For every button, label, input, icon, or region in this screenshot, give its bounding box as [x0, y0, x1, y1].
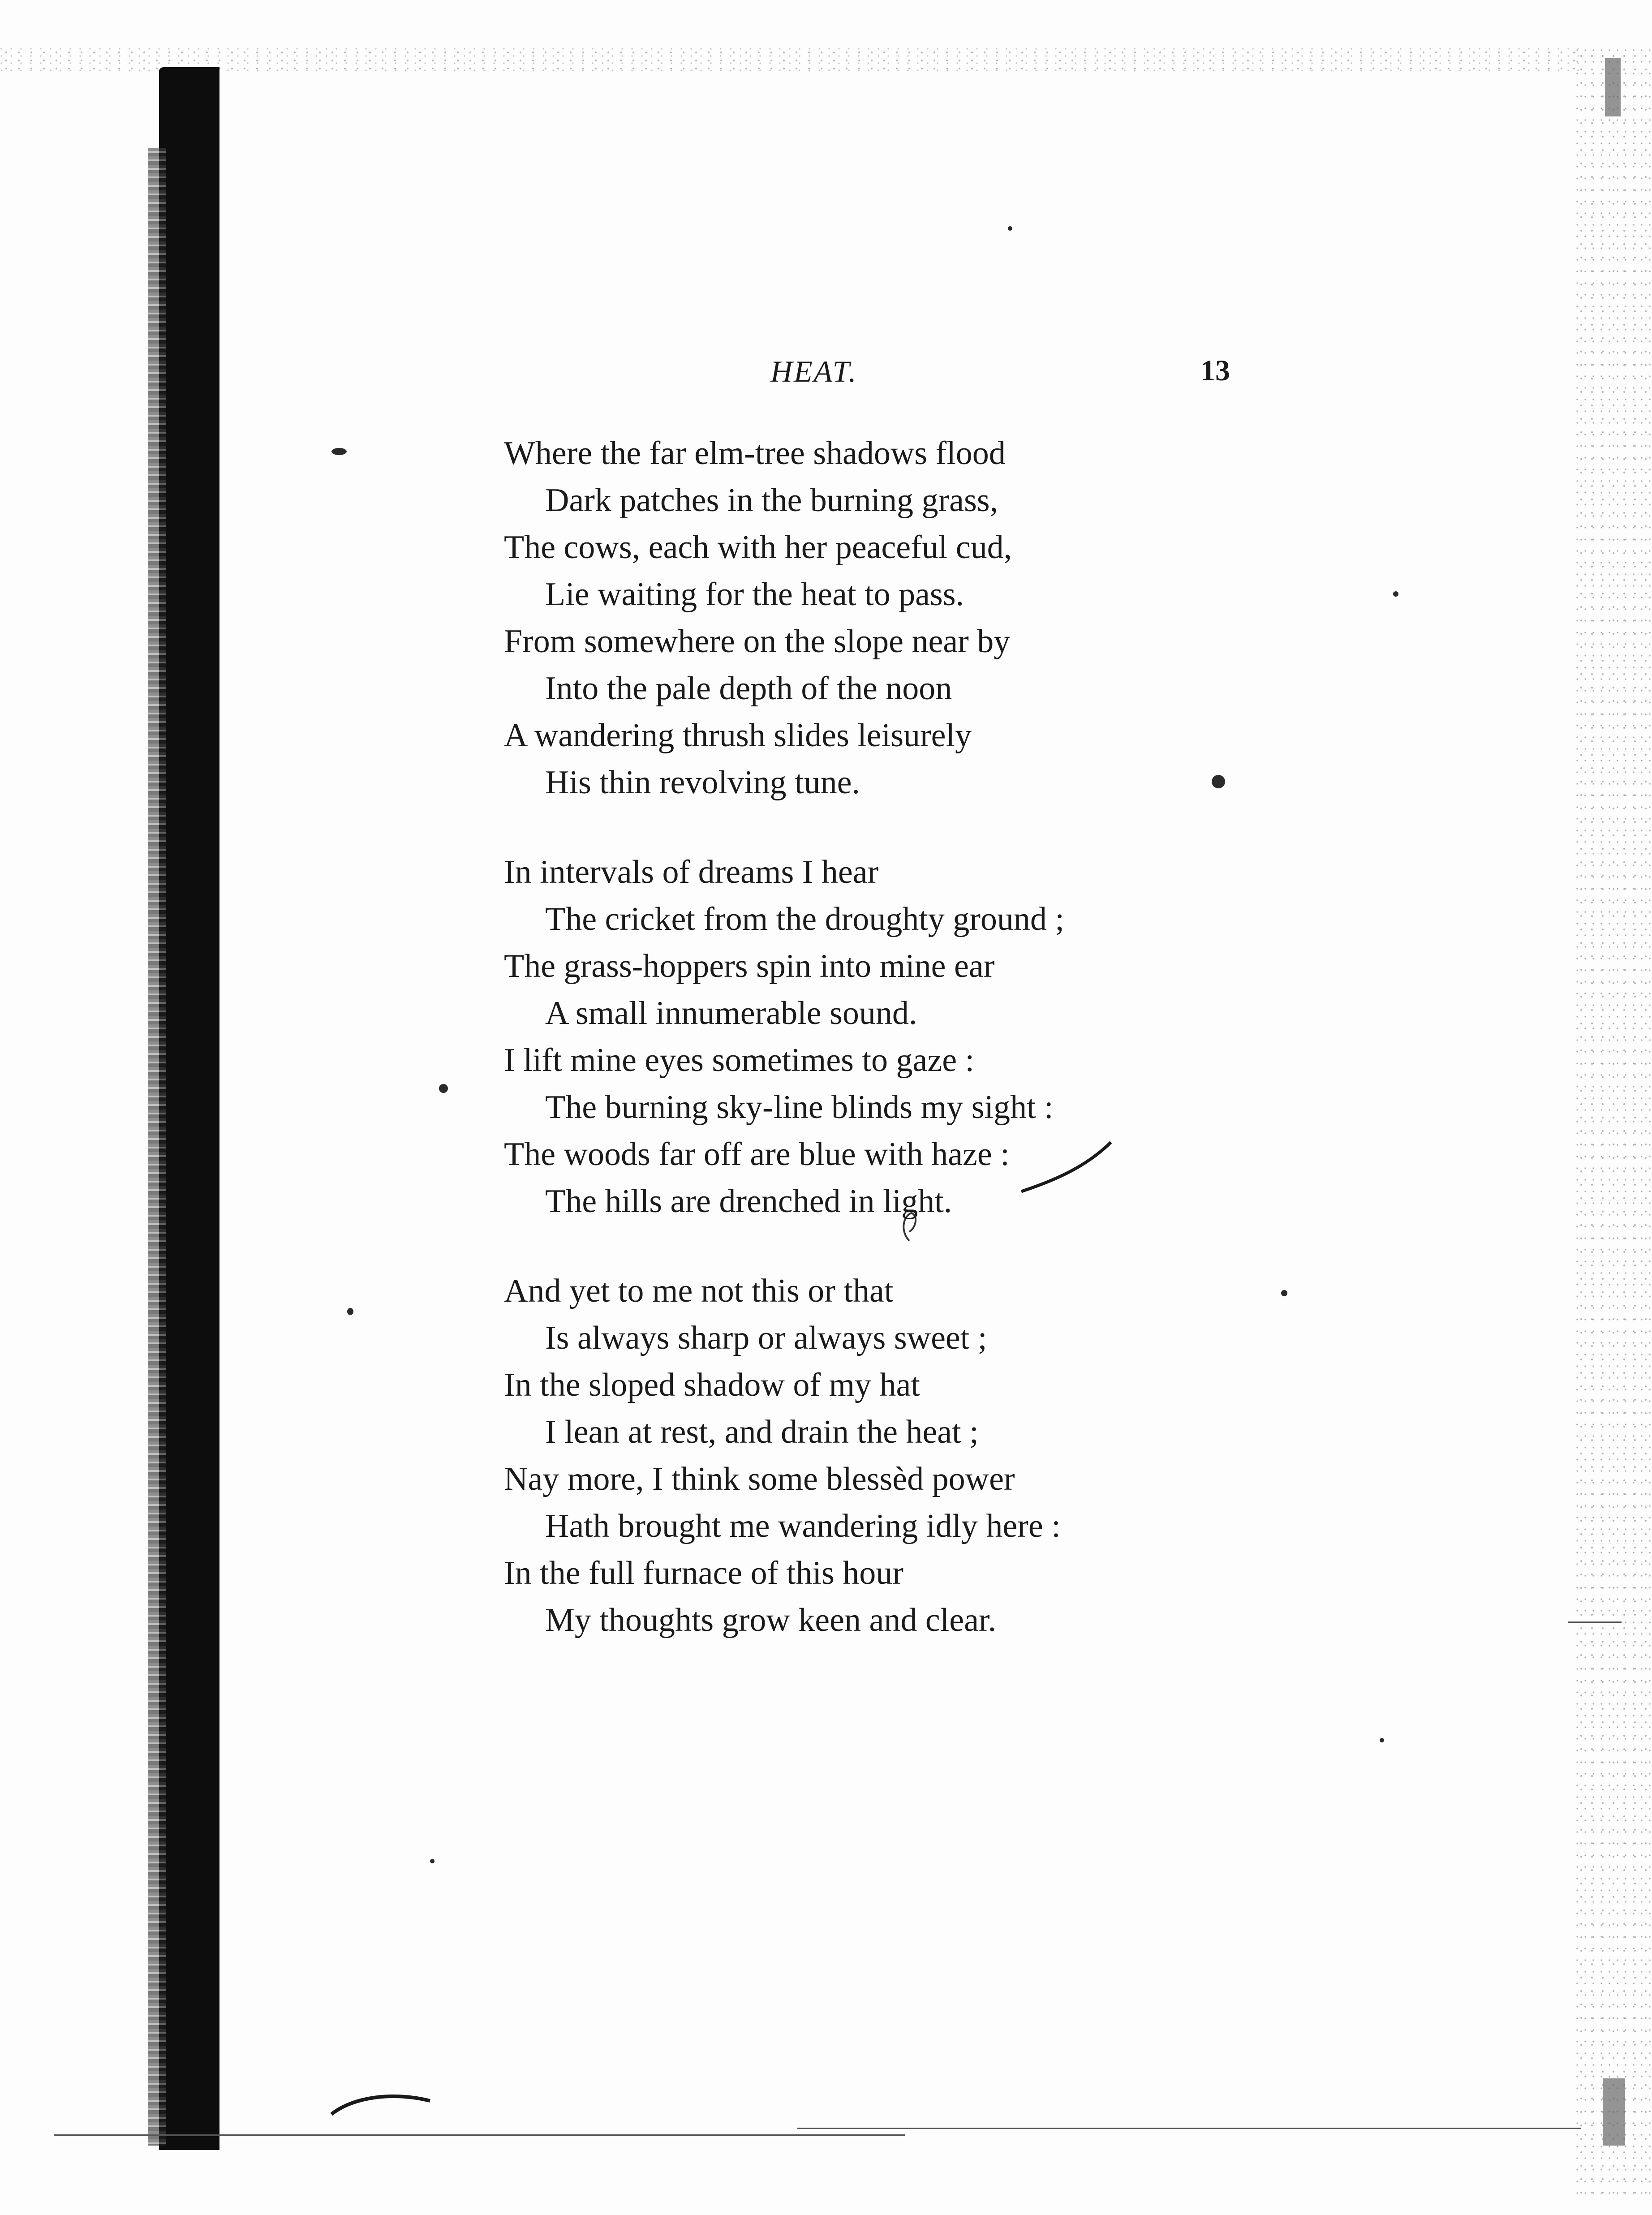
poem-line: Lie waiting for the heat to pass. — [545, 576, 964, 613]
ink-speck — [1393, 591, 1398, 597]
poem-line: Nay more, I think some blessèd power — [504, 1461, 1015, 1497]
poem-line: I lift mine eyes sometimes to gaze : — [504, 1042, 975, 1079]
poem-line: From somewhere on the slope near by — [504, 623, 1011, 660]
ink-speck — [1008, 226, 1012, 231]
poem-line: Where the far elm-tree shadows flood — [504, 435, 1006, 472]
poem-line: A small innumerable sound. — [545, 995, 917, 1032]
poem-line: The cricket from the droughty ground ; — [545, 901, 1064, 938]
pen-stroke-mark — [327, 2087, 443, 2123]
poem-line: The woods far off are blue with haze : — [504, 1136, 1010, 1173]
poem-line: And yet to me not this or that — [504, 1273, 894, 1309]
poem-line: The hills are drenched in light. — [545, 1183, 952, 1220]
ink-speck — [331, 448, 347, 455]
ink-speck — [347, 1308, 353, 1315]
poem-line: Hath brought me wandering idly here : — [545, 1508, 1061, 1544]
stanza — [504, 849, 1243, 1225]
page-bottom-rule — [797, 2128, 1581, 2129]
page-right-edge-mark — [1603, 2078, 1625, 2146]
binding-edge-texture — [148, 148, 166, 2146]
page-edge-rule — [1568, 1621, 1622, 1623]
poem-line: My thoughts grow keen and clear. — [545, 1602, 996, 1639]
ink-speck — [430, 1859, 435, 1863]
poem-line: The grass-hoppers spin into mine ear — [504, 948, 995, 985]
poem-line: In the full furnace of this hour — [504, 1555, 903, 1591]
ink-speck — [439, 1084, 448, 1093]
page-bottom-rule — [54, 2134, 905, 2136]
poem-line: His thin revolving tune. — [545, 764, 860, 801]
poem-line: The burning sky-line blinds my sight : — [545, 1089, 1054, 1126]
stanza — [504, 430, 1243, 806]
page-header — [739, 354, 1268, 403]
poem-line: Into the pale depth of the noon — [545, 670, 952, 707]
poem-line: The cows, each with her peaceful cud, — [504, 529, 1012, 566]
ink-speck — [1281, 1290, 1287, 1296]
poem-line: In the sloped shadow of my hat — [504, 1367, 920, 1403]
page-right-edge-mark — [1605, 58, 1621, 116]
poem-line: Dark patches in the burning grass, — [545, 482, 998, 519]
stanza — [504, 1268, 1243, 1644]
poem-line: Is always sharp or always sweet ; — [545, 1320, 987, 1356]
ink-speck — [1380, 1738, 1384, 1742]
page-right-edge — [1576, 49, 1652, 2199]
running-head: HEAT. — [770, 354, 858, 388]
page-top-edge — [0, 48, 1586, 75]
poem-body — [504, 430, 1243, 1686]
poem-line: A wandering thrush slides leisurely — [504, 717, 972, 754]
page-number: 13 — [1200, 354, 1230, 387]
poem-line: In intervals of dreams I hear — [504, 854, 879, 890]
poem-line: I lean at rest, and drain the heat ; — [545, 1414, 979, 1450]
book-binding-shadow — [159, 67, 219, 2150]
